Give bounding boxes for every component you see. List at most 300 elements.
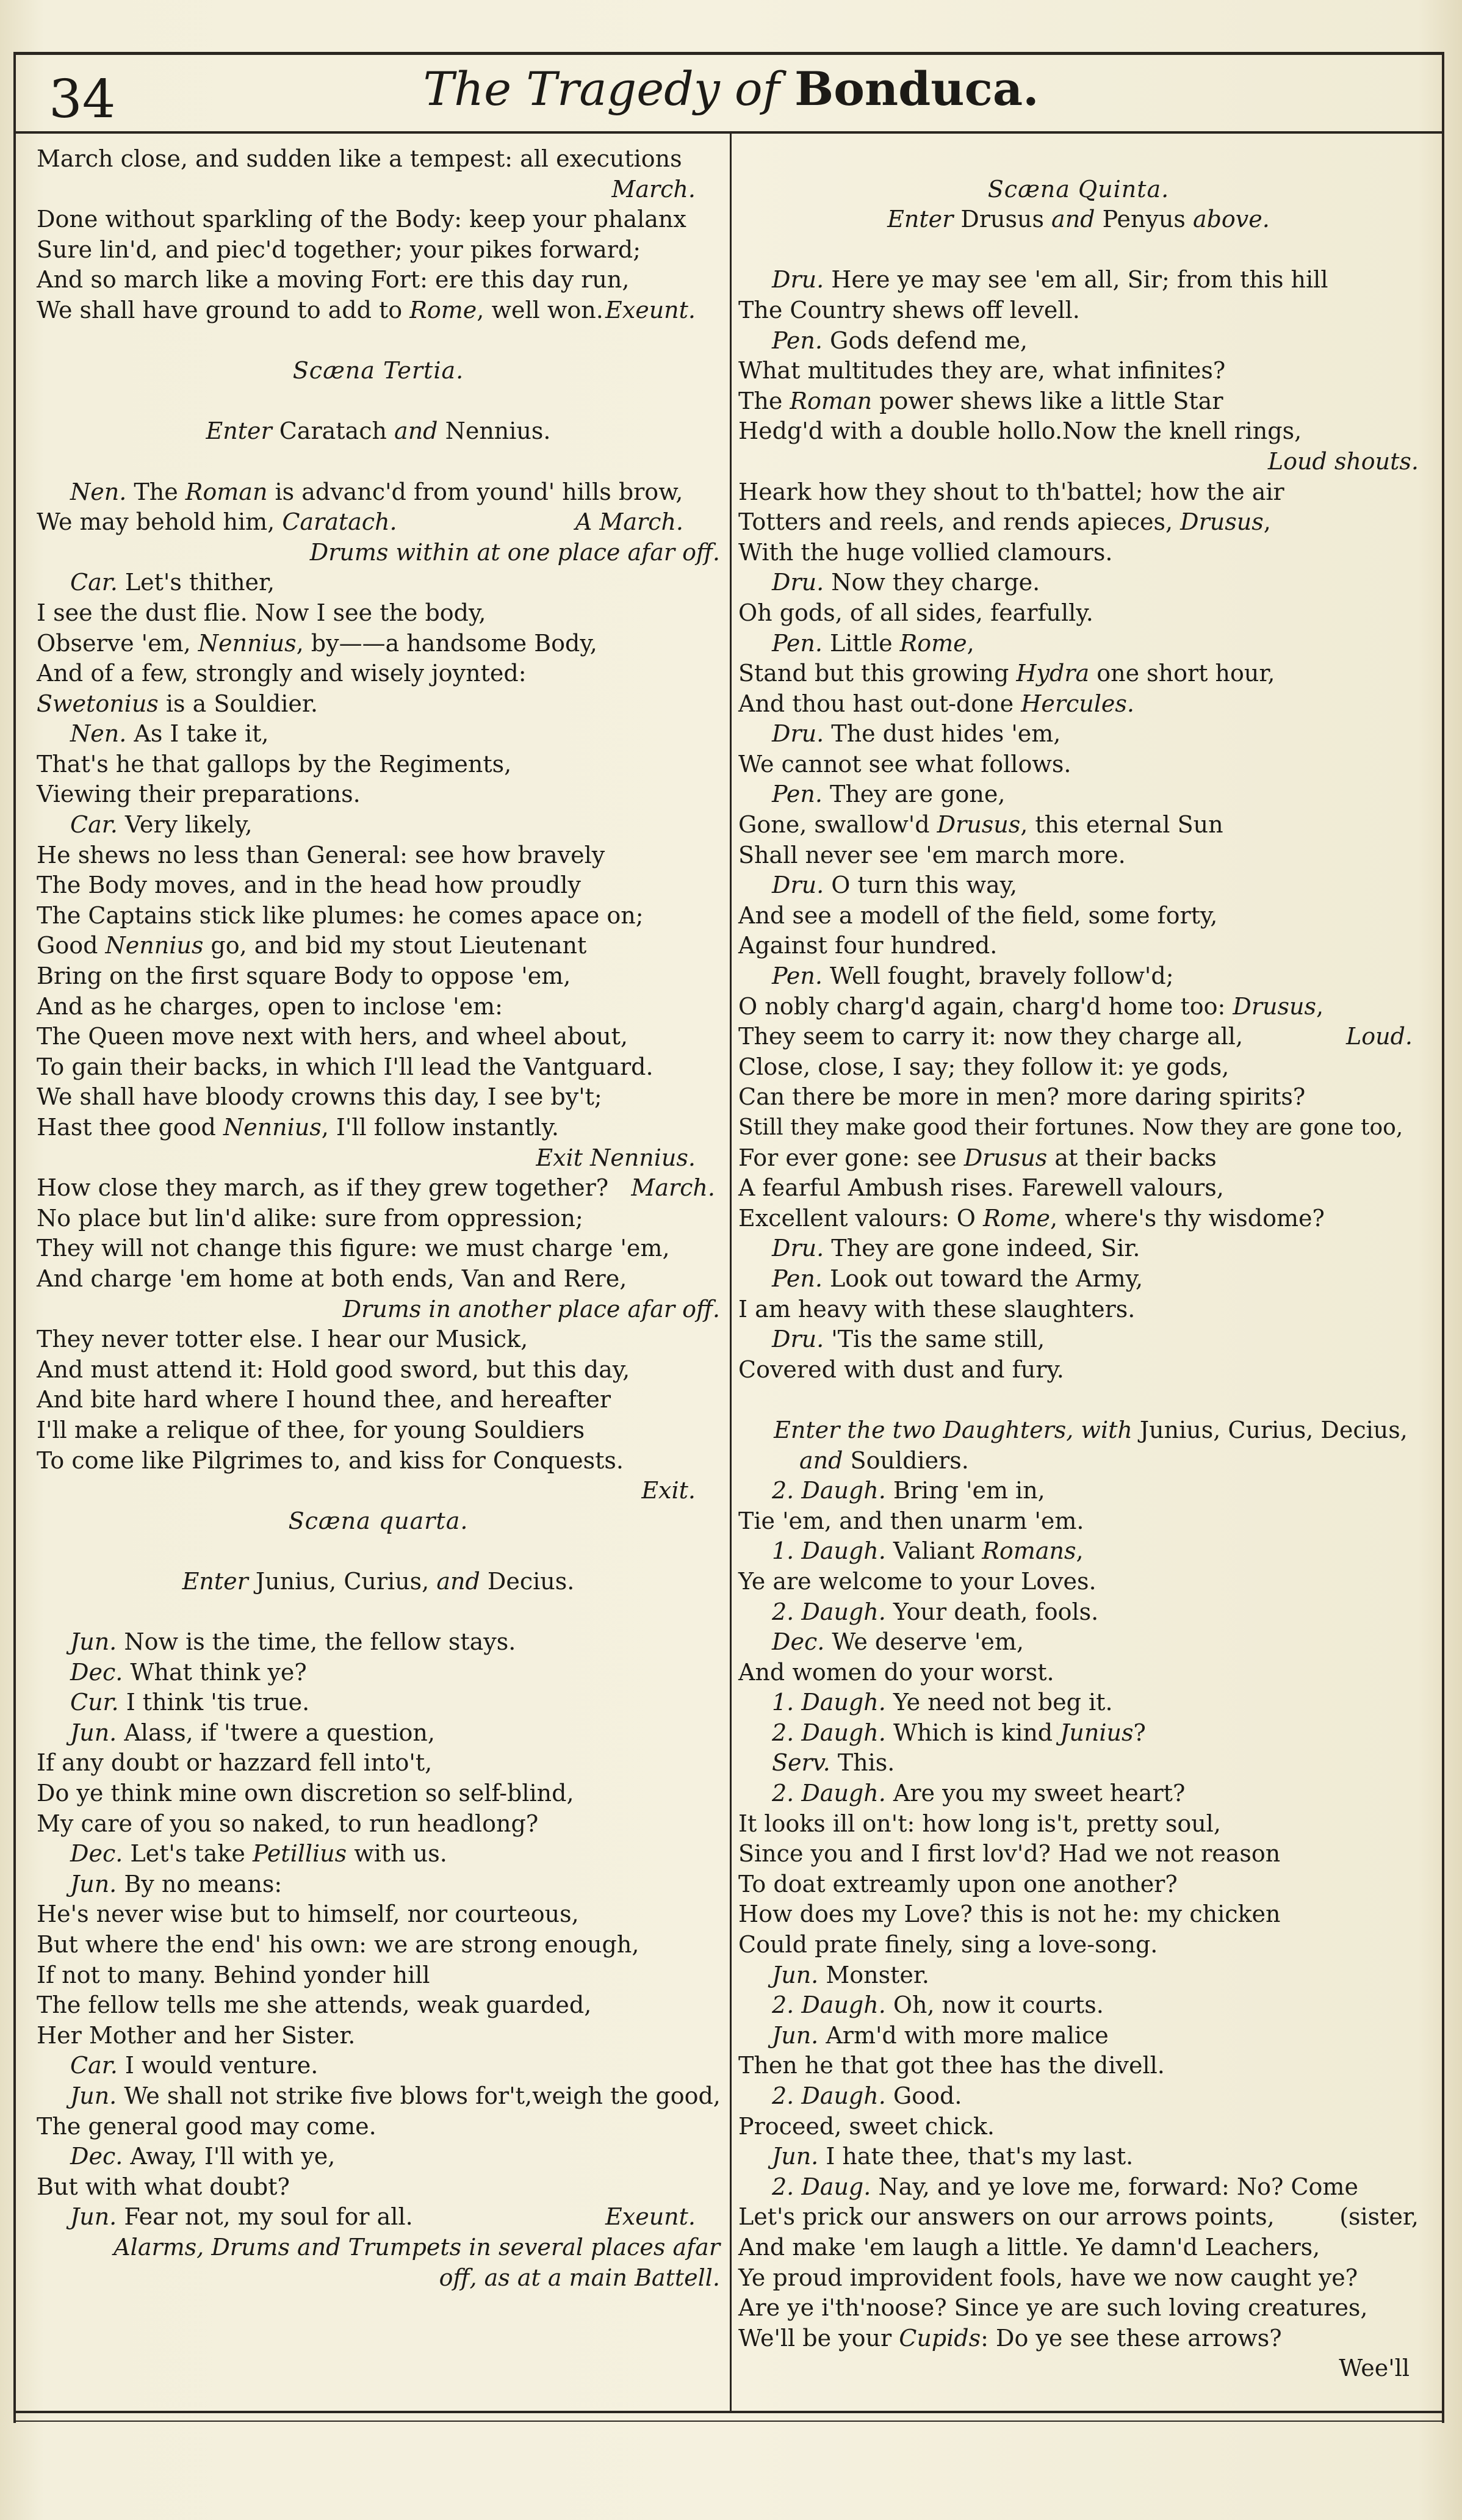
text-span: Let's take bbox=[123, 1840, 253, 1868]
speech-line bbox=[738, 1264, 1419, 1294]
text-span: Your death, fools. bbox=[885, 1598, 1099, 1625]
text-line: And see a modell of the field, some forty, bbox=[738, 901, 1218, 929]
stage-direction: Exeunt. bbox=[605, 2203, 696, 2231]
speaker-label: Jun. bbox=[772, 2021, 819, 2049]
stage-direction: Alarms, Drums and Trumpets in several places afar bbox=[113, 2233, 720, 2261]
spacer bbox=[37, 1536, 720, 1567]
text-line bbox=[37, 689, 720, 720]
spacer bbox=[37, 326, 720, 356]
text-line: That's he that gallops by the Regiments, bbox=[37, 750, 512, 778]
left-border-rule bbox=[13, 52, 16, 2423]
text-line: Close, close, I say; they follow it: ye gods, bbox=[738, 1053, 1230, 1080]
speaker-label: Jun. bbox=[70, 1628, 117, 1656]
stage-direction: A March. bbox=[575, 508, 683, 536]
text-line: Are ye i'th'noose? Since ye are such loving creatures, bbox=[738, 2294, 1368, 2322]
text-span: Hast thee good bbox=[37, 1114, 223, 1141]
text-line: Ye proud improvident fools, have we now caught ye? bbox=[738, 2264, 1358, 2291]
text-span: Look out toward the Army, bbox=[822, 1265, 1143, 1292]
text-line: And as he charges, open to inclose 'em: bbox=[37, 992, 503, 1020]
speaker-label: Car. bbox=[70, 2052, 118, 2079]
text-line: What multitudes they are, what infinites? bbox=[738, 357, 1226, 384]
text-span: (sister, bbox=[1339, 2203, 1419, 2231]
speech-line bbox=[738, 1718, 1419, 1749]
speech-line bbox=[738, 2021, 1419, 2051]
text-line: Ye are welcome to your Loves. bbox=[738, 1567, 1096, 1595]
text-span: Monster. bbox=[818, 1961, 929, 1988]
text-span: Drusus bbox=[963, 1144, 1048, 1171]
text-span: The bbox=[738, 387, 790, 414]
text-span: Gone, swallow'd bbox=[738, 811, 937, 839]
stage-direction: Loud. bbox=[1346, 1023, 1413, 1050]
text-line: Against four hundred. bbox=[738, 932, 998, 959]
text-span: The bbox=[126, 478, 185, 505]
text-line bbox=[738, 386, 1419, 417]
speaker-label: 2. Daugh. bbox=[772, 1780, 886, 1807]
speaker-label: 2. Daugh. bbox=[772, 1477, 886, 1504]
text-span: , bbox=[967, 629, 974, 657]
text-span: Hydra bbox=[1016, 660, 1090, 687]
speech-line bbox=[37, 1688, 720, 1718]
speaker-label: Pen. bbox=[772, 629, 823, 657]
speech-line bbox=[37, 1627, 720, 1658]
text-span: Ye need not beg it. bbox=[885, 1689, 1113, 1716]
text-line: And charge 'em home at both ends, Van and Rere, bbox=[37, 1265, 627, 1292]
text-span: Well fought, bravely follow'd; bbox=[822, 962, 1174, 990]
text-span: Drusus bbox=[937, 811, 1021, 839]
left-column bbox=[37, 144, 720, 2293]
entrance-direction bbox=[738, 1415, 1419, 1446]
text-line: A fearful Ambush rises. Farewell valours, bbox=[738, 1174, 1224, 1202]
text-line bbox=[738, 689, 1419, 720]
speaker-label: Car. bbox=[70, 569, 118, 596]
speaker-label: 1. Daugh. bbox=[772, 1537, 886, 1565]
text-span: I think 'tis true. bbox=[118, 1689, 310, 1716]
speaker-label: Dru. bbox=[772, 872, 824, 899]
text-span: For ever gone: see bbox=[738, 1144, 964, 1171]
text-span: What think ye? bbox=[123, 1658, 307, 1686]
text-line: The Body moves, and in the head how proudly bbox=[37, 872, 581, 899]
entrance-direction bbox=[37, 1567, 720, 1597]
speech-line bbox=[37, 1658, 720, 1688]
text-line bbox=[37, 629, 720, 659]
text-line: They never totter else. I hear our Musick, bbox=[37, 1326, 528, 1353]
spacer bbox=[37, 447, 720, 477]
speech-line bbox=[37, 719, 720, 749]
speaker-label: Cur. bbox=[70, 1689, 119, 1716]
entrance-direction bbox=[738, 204, 1419, 235]
speech-line bbox=[738, 1778, 1419, 1809]
text-span: Decius. bbox=[487, 1567, 575, 1595]
text-line: Shall never see 'em march more. bbox=[738, 841, 1126, 868]
text-span: Arm'd with more malice bbox=[818, 2021, 1109, 2049]
top-border-rule bbox=[13, 52, 1444, 55]
text-line: And bite hard where I hound thee, and hereafter bbox=[37, 1386, 611, 1413]
text-span: is a Souldier. bbox=[158, 690, 318, 717]
speaker-label: Dru. bbox=[772, 720, 824, 748]
text-line: I see the dust flie. Now I see the body, bbox=[37, 599, 486, 626]
text-span: , bbox=[1076, 1537, 1084, 1565]
speaker-label: Car. bbox=[70, 811, 118, 839]
text-span: Nennius bbox=[198, 629, 297, 657]
speech-line bbox=[738, 779, 1419, 810]
text-line: And of a few, strongly and wisely joynted: bbox=[37, 660, 527, 687]
text-span: and bbox=[799, 1446, 851, 1474]
text-span: is advanc'd from yound' hills brow, bbox=[267, 478, 683, 505]
text-line: Sure lin'd, and piec'd together; your pikes forward; bbox=[37, 236, 641, 263]
scene-heading: Scæna Tertia. bbox=[292, 357, 464, 384]
text-line: I'll make a relique of thee, for young Souldiers bbox=[37, 1416, 585, 1443]
text-line bbox=[37, 1476, 720, 1506]
text-span: Valiant bbox=[885, 1537, 982, 1565]
text-line bbox=[37, 1113, 720, 1143]
speaker-label: Nen. bbox=[70, 720, 127, 748]
speaker-label: Dru. bbox=[772, 1326, 824, 1353]
running-title-name: Bonduca. bbox=[794, 62, 1039, 116]
text-line: They will not change this figure: we must charge 'em, bbox=[37, 1235, 670, 1262]
text-line: Still they make good their fortunes. Now they are gone too, bbox=[738, 1115, 1403, 1140]
text-line: And must attend it: Hold good sword, but this day, bbox=[37, 1356, 630, 1383]
speaker-label: Dec. bbox=[70, 1840, 123, 1868]
text-line: And women do your worst. bbox=[738, 1658, 1054, 1686]
text-span: Stand but this growing bbox=[738, 660, 1017, 687]
text-span: 'Tis the same still, bbox=[824, 1326, 1045, 1353]
text-span: Which is kind bbox=[885, 1719, 1060, 1746]
spacer bbox=[738, 235, 1419, 265]
text-span: And thou hast out-done bbox=[738, 690, 1021, 717]
text-span: power shews like a little Star bbox=[872, 387, 1223, 414]
stage-direction: Exit Nennius. bbox=[536, 1144, 696, 1171]
speaker-label: 2. Daugh. bbox=[772, 1991, 886, 2019]
text-span: Enter bbox=[182, 1567, 256, 1595]
speech-line bbox=[738, 1233, 1419, 1264]
text-line: Bring on the first square Body to oppose 'em, bbox=[37, 962, 571, 990]
text-span: Nennius bbox=[105, 932, 204, 959]
stage-direction: Drums in another place afar off. bbox=[342, 1295, 720, 1323]
text-line bbox=[738, 992, 1419, 1022]
text-span: Alass, if 'twere a question, bbox=[117, 1719, 435, 1746]
speaker-label: 2. Daugh. bbox=[772, 1719, 886, 1746]
text-span: They are gone, bbox=[822, 781, 1006, 808]
text-span: Fear not, my soul for all. bbox=[117, 2203, 413, 2231]
text-line: And so march like a moving Fort: ere this day run, bbox=[37, 266, 630, 294]
text-span: Drusus bbox=[1233, 992, 1316, 1020]
text-span: By no means: bbox=[117, 1870, 283, 1897]
text-line: No place but lin'd alike: sure from oppression; bbox=[37, 1204, 583, 1232]
text-span: Good. bbox=[885, 2082, 962, 2109]
text-span: : Do ye see these arrows? bbox=[981, 2324, 1282, 2352]
text-line: We shall have bloody crowns this day, I see by't; bbox=[37, 1083, 602, 1111]
text-span: , bbox=[1263, 508, 1271, 536]
speaker-label: Pen. bbox=[772, 327, 823, 354]
text-line: He shews no less than General: see how bravely bbox=[37, 841, 605, 868]
header-rule bbox=[13, 131, 1444, 134]
text-span: Gods defend me, bbox=[822, 327, 1028, 354]
text-span: I would venture. bbox=[117, 2052, 319, 2079]
text-line: And make 'em laugh a little. Ye damn'd Leachers, bbox=[738, 2233, 1320, 2261]
text-span: Enter bbox=[887, 206, 961, 233]
running-title-prefix: The Tragedy of bbox=[423, 62, 794, 116]
speaker-label: Dru. bbox=[772, 1235, 824, 1262]
speech-line bbox=[738, 2172, 1419, 2203]
speech-line bbox=[37, 2051, 720, 2081]
text-span: Bring 'em in, bbox=[885, 1477, 1045, 1504]
bottom-border-rule-thin bbox=[13, 2421, 1444, 2422]
text-span: and bbox=[429, 1567, 488, 1595]
text-line: The Country shews off levell. bbox=[738, 296, 1080, 323]
text-span: Enter bbox=[206, 417, 279, 445]
text-span: Rome bbox=[409, 296, 477, 323]
text-line bbox=[738, 1143, 1419, 1174]
text-line bbox=[37, 295, 720, 326]
spacer bbox=[738, 1385, 1419, 1415]
text-span: Hercules. bbox=[1021, 690, 1134, 717]
text-line: With the huge vollied clamours. bbox=[738, 538, 1113, 566]
text-span: Cupids bbox=[899, 2324, 981, 2352]
text-span: I hate thee, that's my last. bbox=[818, 2143, 1134, 2170]
text-span: Swetonius bbox=[37, 690, 159, 717]
text-span: Excellent valours: O bbox=[738, 1204, 983, 1232]
text-span: Romans bbox=[982, 1537, 1076, 1565]
stage-direction: Loud shouts. bbox=[1267, 447, 1419, 475]
speech-line bbox=[37, 568, 720, 598]
text-line: He's never wise but to himself, nor courteous, bbox=[37, 1901, 579, 1928]
speaker-label: Dru. bbox=[772, 266, 824, 294]
text-span: ? bbox=[1133, 1719, 1146, 1746]
text-span: go, and bid my stout Lieutenant bbox=[203, 932, 587, 959]
text-span: Rome bbox=[899, 629, 967, 657]
text-span: , this eternal Sun bbox=[1020, 811, 1223, 839]
text-line: How does my Love? this is not he: my chicken bbox=[738, 1901, 1281, 1928]
speech-line bbox=[37, 2081, 720, 2112]
speech-line bbox=[738, 1990, 1419, 2021]
text-span: This. bbox=[830, 1749, 895, 1777]
speech-line bbox=[37, 2142, 720, 2172]
text-line: The Captains stick like plumes: he comes apace on; bbox=[37, 901, 644, 929]
text-line bbox=[738, 2323, 1419, 2354]
text-line bbox=[738, 2202, 1419, 2233]
entrance-direction bbox=[37, 416, 720, 447]
text-span: Little bbox=[822, 629, 900, 657]
text-span: Let's prick our answers on our arrows points, bbox=[738, 2203, 1275, 2231]
text-span: We shall have ground to add to bbox=[37, 296, 410, 323]
text-line bbox=[37, 931, 720, 961]
speaker-label: Jun. bbox=[772, 2143, 819, 2170]
text-span: We shall not strike five blows for't,weigh the good, bbox=[117, 2082, 721, 2109]
text-span: Away, I'll with ye, bbox=[123, 2143, 336, 2170]
text-line: If any doubt or hazzard fell into't, bbox=[37, 1749, 433, 1777]
text-span: Observe 'em, bbox=[37, 629, 198, 657]
text-span: Souldiers. bbox=[850, 1446, 969, 1474]
text-span: O turn this way, bbox=[824, 872, 1018, 899]
text-line bbox=[738, 810, 1419, 840]
text-line: Could prate finely, sing a love-song. bbox=[738, 1931, 1158, 1959]
speaker-label: Jun. bbox=[70, 1719, 117, 1746]
text-line bbox=[37, 1143, 720, 1174]
text-line bbox=[738, 1022, 1419, 1052]
text-line: The general good may come. bbox=[37, 2112, 376, 2140]
text-span: Let's thither, bbox=[117, 569, 275, 596]
speech-line bbox=[738, 629, 1419, 659]
text-line: To come like Pilgrimes to, and kiss for Conquests. bbox=[37, 1446, 624, 1474]
text-span: Are you my sweet heart? bbox=[885, 1780, 1186, 1807]
stage-direction: March. bbox=[631, 1174, 715, 1202]
text-span: Penyus bbox=[1102, 206, 1186, 233]
text-span: We may behold him, bbox=[37, 508, 283, 536]
speaker-label: Jun. bbox=[70, 2203, 117, 2231]
text-span: Nennius. bbox=[445, 417, 551, 445]
text-line: Proceed, sweet chick. bbox=[738, 2112, 995, 2140]
text-span: Enter the two Daughters, with bbox=[774, 1416, 1140, 1443]
scene-heading: Scæna Quinta. bbox=[987, 175, 1170, 203]
stage-direction: off, as at a main Battell. bbox=[439, 2264, 720, 2291]
speech-line bbox=[738, 265, 1419, 295]
text-span: , well won. bbox=[477, 296, 603, 323]
speech-line bbox=[37, 1718, 720, 1749]
column-divider bbox=[730, 134, 732, 2411]
speech-line bbox=[738, 2081, 1419, 2112]
text-span: Junius, Curius, bbox=[255, 1567, 430, 1595]
text-span: Good bbox=[37, 932, 106, 959]
speaker-label: Jun. bbox=[772, 1961, 819, 1988]
speech-line bbox=[37, 1869, 720, 1900]
text-span: Now they charge. bbox=[824, 569, 1040, 596]
text-span: We deserve 'em, bbox=[824, 1628, 1024, 1656]
speaker-label: Dec. bbox=[70, 2143, 123, 2170]
text-line bbox=[37, 1173, 720, 1204]
stage-direction: March. bbox=[611, 175, 696, 203]
speaker-label: Pen. bbox=[772, 781, 823, 808]
text-line: Oh gods, of all sides, fearfully. bbox=[738, 599, 1093, 626]
speech-line bbox=[738, 1748, 1419, 1778]
text-span: Petillius bbox=[252, 1840, 347, 1868]
speech-line bbox=[738, 961, 1419, 992]
text-line: To gain their backs, in which I'll lead the Vantguard. bbox=[37, 1053, 654, 1080]
text-span: Junius, Curius, Decius, bbox=[1139, 1416, 1408, 1443]
speech-line bbox=[738, 1536, 1419, 1567]
text-line: Her Mother and her Sister. bbox=[37, 2021, 356, 2049]
text-line: Heark how they shout to th'battel; how the air bbox=[738, 478, 1284, 505]
text-span: , bbox=[1316, 992, 1324, 1020]
text-span: Very likely, bbox=[117, 811, 253, 839]
speaker-label: Dru. bbox=[772, 569, 824, 596]
speaker-label: 2. Daugh. bbox=[772, 1598, 886, 1625]
text-span: , where's thy wisdome? bbox=[1050, 1204, 1325, 1232]
stage-direction: Drums within at one place afar off. bbox=[309, 538, 720, 566]
spacer bbox=[37, 1597, 720, 1628]
text-line: If not to many. Behind yonder hill bbox=[37, 1961, 430, 1988]
text-span: Oh, now it courts. bbox=[885, 1991, 1104, 2019]
text-line: But with what doubt? bbox=[37, 2173, 290, 2200]
speaker-label: Jun. bbox=[70, 2082, 117, 2109]
text-line: It looks ill on't: how long is't, pretty soul, bbox=[738, 1810, 1221, 1837]
spacer bbox=[738, 144, 1419, 175]
speaker-label: 2. Daug. bbox=[772, 2173, 871, 2200]
text-span: They seem to carry it: now they charge all, bbox=[738, 1023, 1244, 1050]
text-span: with us. bbox=[347, 1840, 447, 1868]
text-span: and bbox=[1043, 206, 1103, 233]
speaker-label: Jun. bbox=[70, 1870, 117, 1897]
text-span: Roman bbox=[185, 478, 268, 505]
text-span: How close they march, as if they grew together? bbox=[37, 1174, 609, 1202]
speaker-label: Pen. bbox=[772, 962, 823, 990]
stage-direction: Exit. bbox=[641, 1477, 696, 1504]
text-line: Can there be more in men? more daring spirits? bbox=[738, 1083, 1306, 1111]
page-number: 34 bbox=[49, 69, 116, 130]
text-line bbox=[738, 1204, 1419, 1234]
text-span: As I take it, bbox=[126, 720, 269, 748]
speech-line bbox=[738, 1597, 1419, 1628]
text-span: Drusus bbox=[960, 206, 1044, 233]
text-line: Viewing their preparations. bbox=[37, 781, 361, 808]
text-span: O nobly charg'd again, charg'd home too: bbox=[738, 992, 1233, 1020]
text-line bbox=[37, 175, 720, 205]
running-title bbox=[0, 62, 1462, 116]
text-span: Drusus bbox=[1180, 508, 1264, 536]
text-line: Tie 'em, and then unarm 'em. bbox=[738, 1507, 1084, 1534]
text-span: Caratach. bbox=[282, 508, 397, 536]
text-line: Then he that got thee has the divell. bbox=[738, 2052, 1165, 2079]
text-line bbox=[37, 507, 720, 538]
text-span: , I'll follow instantly. bbox=[321, 1114, 559, 1141]
text-span: Now is the time, the fellow stays. bbox=[117, 1628, 516, 1656]
text-span: Here ye may see 'em all, Sir; from this hill bbox=[824, 266, 1328, 294]
text-span: Nay, and ye love me, forward: No? Come bbox=[871, 2173, 1358, 2200]
text-span: They are gone indeed, Sir. bbox=[824, 1235, 1140, 1262]
text-span: one short hour, bbox=[1089, 660, 1275, 687]
catchword: Wee'll bbox=[1339, 2355, 1410, 2382]
right-border-rule bbox=[1442, 52, 1444, 2423]
entrance-direction bbox=[738, 1446, 1419, 1476]
stage-direction: Exeunt. bbox=[605, 296, 696, 323]
speech-line bbox=[738, 1688, 1419, 1718]
text-span: at their backs bbox=[1047, 1144, 1217, 1171]
text-span: and bbox=[386, 417, 445, 445]
text-span: Caratach bbox=[279, 417, 387, 445]
text-span: The dust hides 'em, bbox=[824, 720, 1061, 748]
speaker-label: 2. Daugh. bbox=[772, 2082, 886, 2109]
text-line: But where the end' his own: we are strong enough, bbox=[37, 1931, 639, 1959]
text-line: Covered with dust and fury. bbox=[738, 1356, 1064, 1383]
speech-line bbox=[738, 2142, 1419, 2172]
text-line: Hedg'd with a double hollo.Now the knell rings, bbox=[738, 417, 1302, 445]
right-column bbox=[738, 144, 1419, 2384]
text-span: Totters and reels, and rends apieces, bbox=[738, 508, 1181, 536]
text-line: Since you and I first lov'd? Had we not reason bbox=[738, 1840, 1281, 1868]
text-line bbox=[738, 507, 1419, 538]
text-span: above. bbox=[1185, 206, 1270, 233]
speech-line bbox=[738, 1476, 1419, 1506]
text-line: The Queen move next with hers, and wheel about, bbox=[37, 1023, 628, 1050]
spacer bbox=[37, 386, 720, 417]
text-line: I am heavy with these slaughters. bbox=[738, 1295, 1136, 1323]
speech-line bbox=[37, 477, 720, 508]
text-line: The fellow tells me she attends, weak guarded, bbox=[37, 1991, 592, 2019]
text-line: March close, and sudden like a tempest: all executions bbox=[37, 145, 682, 172]
text-line: Done without sparkling of the Body: keep your phalanx bbox=[37, 206, 686, 233]
speech-line bbox=[738, 568, 1419, 598]
bottom-border-rule bbox=[13, 2411, 1444, 2413]
speaker-label: 1. Daugh. bbox=[772, 1689, 886, 1716]
speech-line bbox=[37, 2202, 720, 2233]
text-span: Rome bbox=[982, 1204, 1050, 1232]
speech-line bbox=[37, 1839, 720, 1869]
speech-line bbox=[738, 1627, 1419, 1658]
speech-line bbox=[37, 810, 720, 840]
speech-line bbox=[738, 326, 1419, 356]
speaker-label: Nen. bbox=[70, 478, 127, 505]
speaker-label: Dec. bbox=[772, 1628, 825, 1656]
speaker-label: Pen. bbox=[772, 1265, 823, 1292]
